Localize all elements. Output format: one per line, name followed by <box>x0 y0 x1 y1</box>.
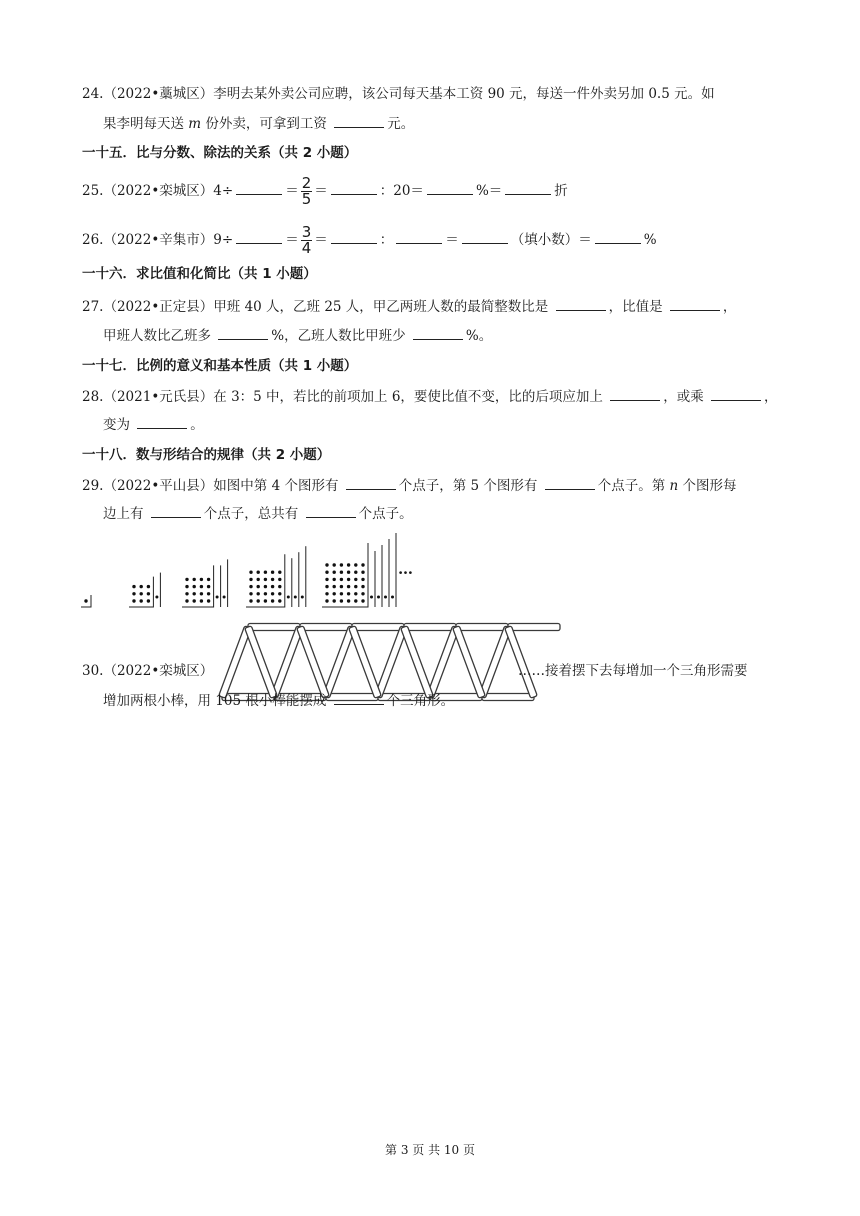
question-25-text-d: ：20＝ <box>379 183 424 199</box>
section-heading-16: 一十六．求比值和化简比（共 1 小题） <box>82 266 317 282</box>
dot <box>333 571 336 574</box>
dot <box>207 592 210 595</box>
dot <box>249 599 252 602</box>
answer-blank[interactable] <box>334 690 384 705</box>
question-27-text-b: ，比值是 <box>608 299 667 315</box>
question-24-text: 24.（2022•藁城区）李明去某外卖公司应聘，该公司每天基本工资 90 元，每送一件外卖另加 0.5 元。如 <box>82 86 715 102</box>
dot <box>264 592 267 595</box>
stick <box>219 626 252 698</box>
dot <box>271 585 274 588</box>
question-28-text-b: ，或乘 <box>663 389 709 405</box>
dot <box>278 599 281 602</box>
dot <box>377 596 380 599</box>
section-heading-17: 一十七．比例的意义和基本性质（共 1 小题） <box>82 358 358 374</box>
question-25-text-f: 折 <box>554 183 568 199</box>
dot <box>325 571 328 574</box>
stick <box>404 624 456 631</box>
dot <box>257 599 260 602</box>
dot <box>287 596 290 599</box>
dot <box>84 599 87 602</box>
dot <box>325 563 328 566</box>
dot <box>278 571 281 574</box>
dot <box>347 599 350 602</box>
dot <box>340 585 343 588</box>
dot <box>333 563 336 566</box>
dot <box>271 599 274 602</box>
section-heading-15: 一十五．比与分数、除法的关系（共 2 小题） <box>82 145 358 161</box>
equals-sign: ＝ <box>285 232 299 248</box>
stick <box>456 624 508 631</box>
question-29-text-e: 边上有 <box>103 506 148 522</box>
dot <box>257 571 260 574</box>
question-30-line-1-tail <box>518 661 748 681</box>
fraction-numerator: 2 <box>301 174 312 192</box>
question-28-text-d: 变为 <box>103 417 135 433</box>
dot-figure-5 <box>322 533 396 607</box>
variable-n: n <box>669 478 679 494</box>
stick <box>245 626 278 698</box>
dot <box>271 592 274 595</box>
dot <box>354 599 357 602</box>
dot <box>325 585 328 588</box>
equals-sign: ＝ <box>314 232 328 248</box>
equals-sign: ＝ <box>285 183 299 199</box>
dot <box>216 596 219 599</box>
dot <box>264 585 267 588</box>
dot <box>193 592 196 595</box>
section-heading-18: 一十八．数与形结合的规律（共 2 小题） <box>82 447 331 463</box>
question-24-text-a: 果李明每天送 <box>103 116 189 132</box>
question-27-text-a: 27.（2022•正定县）甲班 40 人，乙班 25 人，甲乙两班人数的最简整数比是 <box>82 299 553 315</box>
question-27-text-e: %，乙班人数比甲班少 <box>271 328 410 344</box>
question-25-text-e: %＝ <box>475 183 503 199</box>
dot <box>207 599 210 602</box>
dot <box>354 571 357 574</box>
question-28-text-e: 。 <box>190 417 204 433</box>
dot <box>132 599 135 602</box>
stick <box>297 626 330 698</box>
dot <box>340 563 343 566</box>
dot <box>278 578 281 581</box>
question-30-text-b: ……接着摆下去每增加一个三角形需要 <box>518 663 748 679</box>
dot <box>207 578 210 581</box>
question-30-label <box>82 661 213 681</box>
question-30-text-d: 个三角形。 <box>386 693 455 709</box>
dot <box>340 592 343 595</box>
stick <box>482 694 534 701</box>
dot <box>147 585 150 588</box>
dot <box>185 585 188 588</box>
dot <box>249 578 252 581</box>
dot <box>361 563 364 566</box>
dot <box>249 592 252 595</box>
stick <box>300 624 352 631</box>
dot <box>347 563 350 566</box>
dot <box>370 596 373 599</box>
dot <box>278 585 281 588</box>
stick <box>248 624 300 631</box>
dot <box>264 578 267 581</box>
dot <box>257 592 260 595</box>
question-24-text-c: 元。 <box>387 116 415 132</box>
dot-figure-2 <box>129 573 160 607</box>
dot <box>200 599 203 602</box>
page-footer: 第 3 页 共 10 页 <box>385 1143 475 1157</box>
stick <box>401 626 434 698</box>
dot <box>249 571 252 574</box>
question-29-text-g: 个点子。 <box>358 506 413 522</box>
dot <box>140 585 143 588</box>
dot <box>333 578 336 581</box>
l-shaped-line <box>322 543 368 607</box>
dot <box>278 592 281 595</box>
dot <box>200 578 203 581</box>
stick-group <box>219 624 560 701</box>
dot <box>200 592 203 595</box>
dot <box>185 599 188 602</box>
dot <box>384 596 387 599</box>
dot <box>340 571 343 574</box>
ellipsis: … <box>398 560 412 578</box>
stick <box>349 626 382 698</box>
dot <box>333 585 336 588</box>
dot <box>340 599 343 602</box>
question-26-text-f: （填小数）＝ <box>510 232 592 248</box>
dot <box>257 578 260 581</box>
dot <box>333 592 336 595</box>
question-30-line-2 <box>103 690 454 711</box>
dot <box>271 571 274 574</box>
question-27-text-d: 甲班人数比乙班多 <box>103 328 216 344</box>
stick <box>453 626 486 698</box>
question-27-text-c: ， <box>722 299 737 315</box>
dot <box>207 585 210 588</box>
dot <box>325 578 328 581</box>
dot <box>200 585 203 588</box>
dot <box>361 578 364 581</box>
question-28-text-c: ， <box>764 389 778 405</box>
stick <box>427 626 460 698</box>
dot-figure-4 <box>246 546 306 607</box>
question-29-text-c: 个点子。第 <box>597 478 670 494</box>
question-29-text-a: 29.（2022•平山县）如图中第 4 个图形有 <box>82 478 343 494</box>
dot <box>264 599 267 602</box>
dot <box>147 592 150 595</box>
percent-sign: % <box>643 232 657 248</box>
stick <box>375 626 408 698</box>
question-27-text-f: %。 <box>465 328 493 344</box>
dot <box>347 578 350 581</box>
dot <box>347 585 350 588</box>
dot <box>294 596 297 599</box>
stick <box>352 624 404 631</box>
dot <box>354 592 357 595</box>
stick <box>271 626 304 698</box>
dot <box>347 592 350 595</box>
fraction-denominator: 4 <box>301 239 312 257</box>
equals-sign: ＝ <box>314 183 328 199</box>
question-25-text-a: 25.（2022•栾城区）4÷ <box>82 183 234 199</box>
dot <box>354 578 357 581</box>
question-30-text-a: 30.（2022•栾城区） <box>82 663 214 679</box>
dot-figure-1 <box>81 595 91 607</box>
fraction-denominator: 5 <box>301 190 312 208</box>
dot <box>193 599 196 602</box>
dot <box>361 592 364 595</box>
colon-sign: ： <box>379 232 394 248</box>
dot <box>333 599 336 602</box>
dot <box>354 585 357 588</box>
dot <box>361 585 364 588</box>
dot <box>271 578 274 581</box>
dot <box>361 571 364 574</box>
dot <box>132 585 135 588</box>
stick <box>323 626 356 698</box>
dot <box>325 599 328 602</box>
dot <box>301 596 304 599</box>
question-29-text-b: 个点子，第 5 个图形有 <box>398 478 542 494</box>
equals-sign: ＝ <box>445 232 459 248</box>
dot <box>193 585 196 588</box>
dot <box>347 571 350 574</box>
dot <box>340 578 343 581</box>
dot <box>361 599 364 602</box>
dot <box>264 571 267 574</box>
question-28-text-a: 28.（2021•元氏县）在 3：5 中，若比的前项加上 6，要使比值不变，比的后项应加上 <box>82 389 608 405</box>
dot <box>132 592 135 595</box>
dot <box>257 585 260 588</box>
dot <box>223 596 226 599</box>
stick <box>508 624 560 631</box>
dot <box>155 596 158 599</box>
question-26-text-a: 26.（2022•辛集市）9÷ <box>82 232 234 248</box>
dot <box>140 592 143 595</box>
dot <box>354 563 357 566</box>
dot <box>391 596 394 599</box>
dot <box>140 599 143 602</box>
dot <box>193 578 196 581</box>
fraction-numerator: 3 <box>301 223 312 241</box>
stick <box>479 626 512 698</box>
question-29-text-f: 个点子，总共有 <box>203 506 303 522</box>
variable-m: m <box>188 116 202 132</box>
question-30-text-c: 增加两根小棒，用 105 根小棒能摆成 <box>103 693 331 709</box>
dot <box>325 592 328 595</box>
question-29-text-d: 个图形每 <box>678 478 737 494</box>
dot <box>249 585 252 588</box>
dot <box>147 599 150 602</box>
dot <box>185 578 188 581</box>
dot-figure-3 <box>182 559 228 607</box>
question-24-text-b: 份外卖，可拿到工资 <box>201 116 332 132</box>
dot <box>185 592 188 595</box>
